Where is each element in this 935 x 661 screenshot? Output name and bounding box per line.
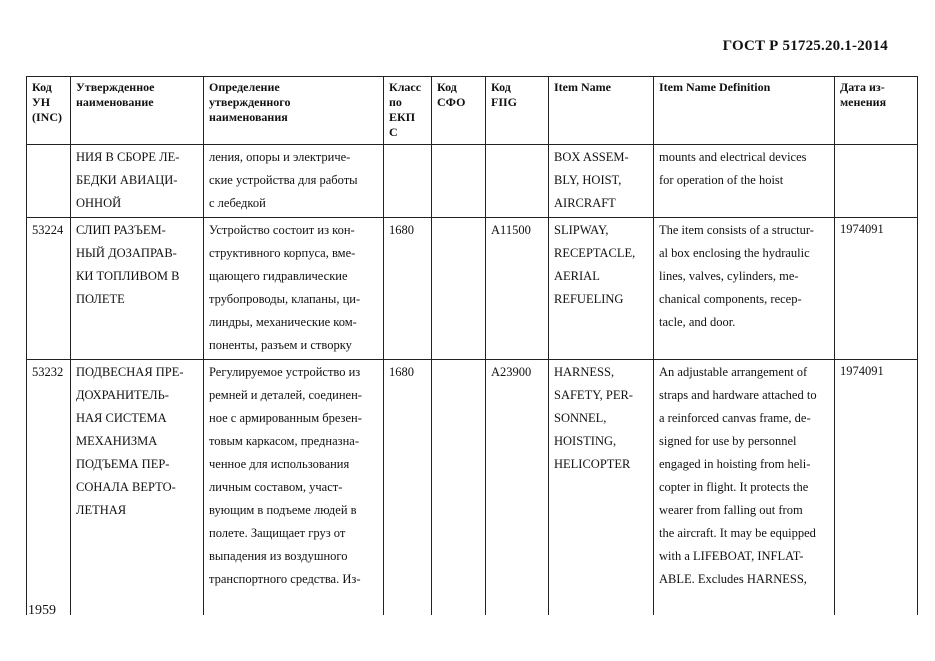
cell-line: НЫЙ ДОЗАПРАВ- [76, 246, 177, 260]
cell-item-name [549, 145, 654, 218]
cell-line: REFUELING [554, 292, 624, 306]
cell-definition [204, 218, 384, 360]
column-header-sfo [432, 77, 486, 145]
header-line: СФО [437, 95, 466, 109]
cell-line: ремней и деталей, соединен- [209, 388, 362, 402]
cell-line: al box enclosing the hydraulic [659, 246, 810, 260]
cell-line: for operation of the hoist [659, 173, 784, 187]
header-line: С [389, 125, 398, 139]
cell-line: SONNEL, [554, 411, 607, 425]
cell-line: НАЯ СИСТЕМА [76, 411, 167, 425]
cell-line: wearer from falling out from [659, 503, 803, 517]
cell-line: mounts and electrical devices [659, 150, 807, 164]
cell-line: ЛЕТНАЯ [76, 503, 127, 517]
cell-line: BOX ASSEM- [554, 150, 629, 164]
cell-class [384, 145, 432, 218]
cell-sfo [432, 360, 486, 616]
cell-line: chanical components, recep- [659, 292, 802, 306]
cell-definition [204, 360, 384, 616]
header-line: менения [840, 95, 887, 109]
cell-inc [27, 145, 71, 218]
cell-line: Регулируемое устройство из [209, 365, 361, 379]
header-line: Определение [209, 80, 280, 94]
table-header-row [27, 77, 918, 145]
cell-line: СЛИП РАЗЪЕМ- [76, 223, 166, 237]
header-line: Item Name [554, 80, 611, 94]
header-line: наименование [76, 95, 154, 109]
header-line: Дата из- [840, 80, 885, 94]
column-header-approved-name [71, 77, 204, 145]
cell-line: БЕДКИ АВИАЦИ- [76, 173, 178, 187]
header-line: Item Name Definition [659, 80, 771, 94]
column-header-definition [204, 77, 384, 145]
cell-line: линдры, механические ком- [209, 315, 357, 329]
header-line: ЕКП [389, 110, 416, 124]
cell-text: 1680 [389, 223, 414, 237]
header-line: УН [32, 95, 51, 109]
cell-line: ПОДВЕСНАЯ ПРЕ- [76, 365, 184, 379]
cell-line: AIRCRAFT [554, 196, 616, 210]
cell-class [384, 360, 432, 616]
cell-line: ПОЛЕТЕ [76, 292, 125, 306]
table-row [27, 145, 918, 218]
cell-line: СОНАЛА ВЕРТО- [76, 480, 176, 494]
cell-item-definition [654, 145, 835, 218]
column-header-class [384, 77, 432, 145]
cell-line: Устройство состоит из кон- [209, 223, 355, 237]
cell-text: 1974091 [840, 222, 884, 236]
cell-item-definition [654, 218, 835, 360]
cell-name [71, 218, 204, 360]
cell-line: транспортного средства. Из- [209, 572, 361, 586]
cell-line: ABLE. Excludes HARNESS, [659, 572, 807, 586]
header-line: Код [32, 80, 52, 94]
cell-item-name [549, 218, 654, 360]
cell-line: SLIPWAY, [554, 223, 609, 237]
cell-line: The item consists of a structur- [659, 223, 814, 237]
cell-line: RECEPTACLE, [554, 246, 636, 260]
cell-fiig [486, 145, 549, 218]
page-number: 1959 [28, 603, 56, 618]
header-line: утвержденного [209, 95, 291, 109]
cell-line: HELICOPTER [554, 457, 631, 471]
cell-line: HOISTING, [554, 434, 617, 448]
cell-text: 53224 [32, 223, 64, 237]
cell-line: An adjustable arrangement of [659, 365, 808, 379]
column-header-inc [27, 77, 71, 145]
classification-table [26, 76, 918, 615]
cell-inc [27, 218, 71, 360]
cell-line: copter in flight. It protects the [659, 480, 809, 494]
cell-line: трубопроводы, клапаны, ци- [209, 292, 361, 306]
cell-line: ДОХРАНИТЕЛЬ- [76, 388, 169, 402]
cell-text: A11500 [491, 223, 531, 237]
header-line: Утвержденное [76, 80, 155, 94]
header-line: наименования [209, 110, 288, 124]
cell-text: A23900 [491, 365, 532, 379]
cell-line: МЕХАНИЗМА [76, 434, 158, 448]
cell-line: lines, valves, cylinders, me- [659, 269, 799, 283]
cell-line: выпадения из воздушного [209, 549, 348, 563]
cell-line: straps and hardware attached to [659, 388, 817, 402]
column-header-fiig [486, 77, 549, 145]
cell-sfo [432, 145, 486, 218]
cell-line: ОННОЙ [76, 196, 122, 210]
cell-date [835, 145, 918, 218]
cell-fiig [486, 360, 549, 616]
table-row [27, 218, 918, 360]
header-line: по [389, 95, 402, 109]
column-header-item-name-definition [654, 77, 835, 145]
cell-item-name [549, 360, 654, 616]
cell-date [835, 360, 918, 616]
cell-text: 1974091 [840, 364, 884, 378]
cell-sfo [432, 218, 486, 360]
cell-line: with a LIFEBOAT, INFLAT- [659, 549, 804, 563]
cell-line: ное с армированным брезен- [209, 411, 362, 425]
table-row [27, 360, 918, 616]
cell-text [840, 146, 912, 149]
cell-line: tacle, and door. [659, 315, 736, 329]
cell-fiig [486, 218, 549, 360]
header-line: Класс [389, 80, 422, 94]
cell-line: с лебедкой [209, 196, 266, 210]
cell-line: ские устройства для работы [209, 173, 358, 187]
cell-line: AERIAL [554, 269, 600, 283]
cell-name [71, 145, 204, 218]
cell-line: структивного корпуса, вме- [209, 246, 356, 260]
cell-line: SAFETY, PER- [554, 388, 633, 402]
cell-line: a reinforced canvas frame, de- [659, 411, 811, 425]
cell-line: товым каркасом, предназна- [209, 434, 359, 448]
cell-line: HARNESS, [554, 365, 615, 379]
cell-name [71, 360, 204, 616]
column-header-item-name [549, 77, 654, 145]
cell-text: 53232 [32, 365, 64, 379]
column-header-change-date [835, 77, 918, 145]
cell-line: щающего гидравлические [209, 269, 348, 283]
cell-text: 1680 [389, 365, 414, 379]
cell-line: BLY, HOIST, [554, 173, 622, 187]
cell-class [384, 218, 432, 360]
cell-line: КИ ТОПЛИВОМ В [76, 269, 180, 283]
header-line: (INC) [32, 110, 62, 124]
cell-line: вующим в подъеме людей в [209, 503, 357, 517]
cell-line: поненты, разъем и створку [209, 338, 352, 352]
cell-line: signed for use by personnel [659, 434, 797, 448]
cell-inc [27, 360, 71, 616]
cell-item-definition [654, 360, 835, 616]
cell-line: ления, опоры и электриче- [209, 150, 351, 164]
cell-line: ченное для использования [209, 457, 350, 471]
cell-line: полете. Защищает груз от [209, 526, 346, 540]
cell-date [835, 218, 918, 360]
cell-line: НИЯ В СБОРЕ ЛЕ- [76, 150, 180, 164]
header-line: FIIG [491, 95, 518, 109]
cell-definition [204, 145, 384, 218]
cell-line: ПОДЪЕМА ПЕР- [76, 457, 170, 471]
header-line: Код [491, 80, 511, 94]
header-line: Код [437, 80, 457, 94]
cell-line: личным составом, участ- [209, 480, 343, 494]
cell-line: engaged in hoisting from heli- [659, 457, 811, 471]
document-code: ГОСТ Р 51725.20.1-2014 [722, 38, 888, 54]
cell-line: the aircraft. It may be equipped [659, 526, 816, 540]
cell-text [32, 146, 65, 149]
